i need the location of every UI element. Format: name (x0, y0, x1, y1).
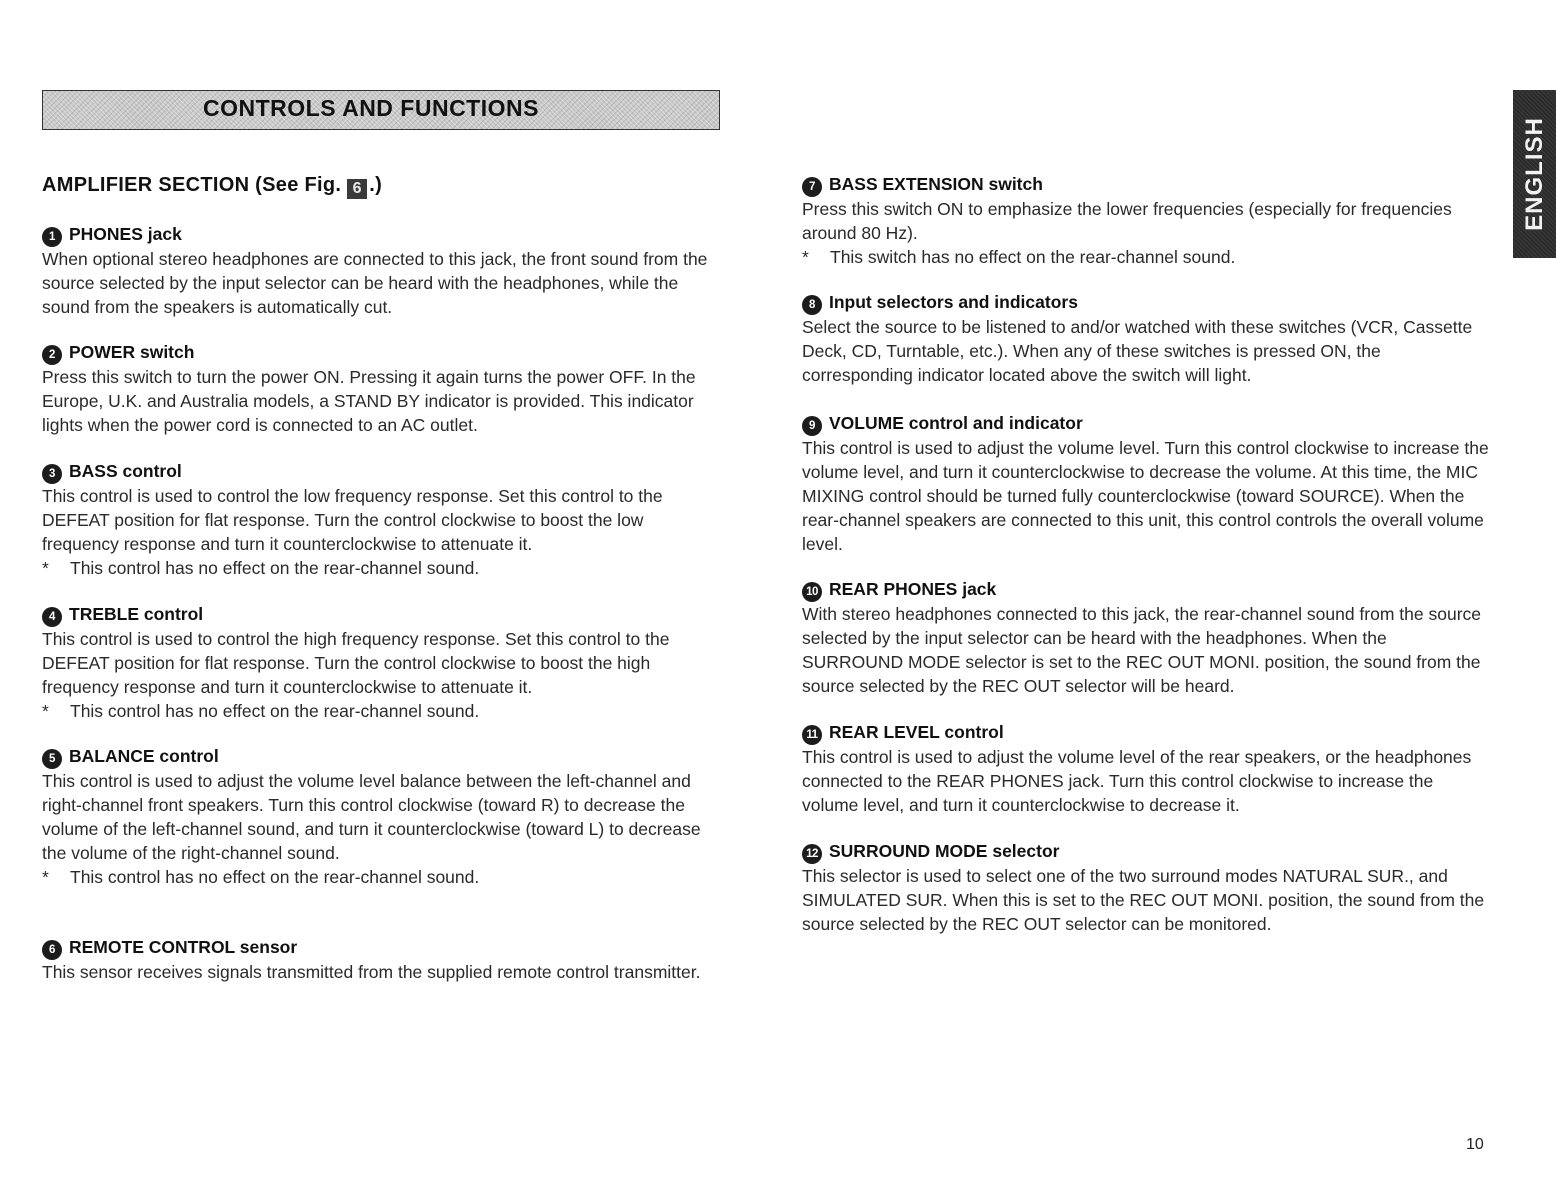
note-text: This switch has no effect on the rear-channel sound. (830, 247, 1236, 267)
item-body: Press this switch to turn the power ON. Pressing it again turns the power OFF. In the Europe, U.K. and Australia models, a STAND BY indicator is provided. This indicator lights when the power cord is connected to an AC outlet. (42, 367, 696, 435)
note-asterisk: * (42, 867, 49, 887)
note-asterisk: * (42, 701, 49, 721)
item-body: Press this switch ON to emphasize the lower frequencies (especially for frequencies around 80 Hz). (802, 199, 1452, 243)
item-surround-mode-selector (802, 839, 1492, 936)
item-number-badge: 1 (42, 227, 62, 247)
item-title: REMOTE CONTROL sensor (69, 937, 298, 957)
item-heading (802, 411, 1492, 436)
figure-ref-badge: 6 (347, 179, 367, 199)
item-title: BASS EXTENSION switch (829, 174, 1043, 194)
note-text: This control has no effect on the rear-channel sound. (70, 867, 480, 887)
item-heading (802, 720, 1492, 745)
item-note (802, 245, 1492, 269)
item-body: This control is used to adjust the volume level balance between the left-channel and right-channel front speakers. Turn this control clockwise (toward R) to decrease the volume of the left-channel sound, and turn it counterclockwise (toward L) to decrease the volume of the right-channel sound. (42, 771, 701, 863)
section-title-end: .) (369, 174, 383, 196)
item-number-badge: 5 (42, 749, 62, 769)
item-body: This control is used to adjust the volume level. Turn this control clockwise to increase the volume level, and turn it counterclockwise to decrease the volume. At this time, the MIC MIXING control should be turned fully counterclockwise (toward SOURCE). When the rear-channel speakers are connected to this unit, this control controls the overall volume level. (802, 438, 1489, 554)
item-rear-level-control (802, 720, 1492, 817)
section-title (42, 174, 382, 199)
item-body: This control is used to control the high frequency response. Set this control to the DEFEAT position for flat response. Turn the control clockwise to boost the high frequency response and turn it counterclockwise to attenuate it. (42, 629, 670, 697)
item-number-badge: 10 (802, 582, 822, 602)
item-heading (42, 459, 722, 484)
item-title: REAR PHONES jack (829, 579, 997, 599)
page-number: 10 (1466, 1136, 1484, 1153)
note-text: This control has no effect on the rear-channel sound. (70, 558, 480, 578)
item-note (42, 865, 722, 889)
item-body: This control is used to adjust the volume level of the rear speakers, or the headphones connected to the REAR PHONES jack. Turn this control clockwise to increase the volume level, and turn it counterclockwise to decrease it. (802, 747, 1472, 815)
language-tab (1513, 90, 1556, 258)
item-volume-control (802, 411, 1492, 556)
item-title: BALANCE control (69, 746, 219, 766)
item-title: VOLUME control and indicator (829, 413, 1083, 433)
item-balance-control (42, 744, 722, 889)
item-bass-extension-switch (802, 172, 1492, 269)
item-number-badge: 9 (802, 416, 822, 436)
item-body: This selector is used to select one of the two surround modes NATURAL SUR., and SIMULATED SUR. When this is set to the REC OUT MONI. position, the sound from the source selected by the REC OUT selector can be monitored. (802, 866, 1485, 934)
item-body: Select the source to be listened to and/or watched with these switches (VCR, Cassette Deck, CD, Turntable, etc.). When any of these switches is pressed ON, the corresponding indicator located above the switch will light. (802, 317, 1473, 385)
language-tab-label: ENGLISH (1520, 117, 1548, 231)
item-heading (42, 340, 722, 365)
note-asterisk: * (802, 247, 809, 267)
item-body: With stereo headphones connected to this jack, the rear-channel sound from the source selected by the input selector can be heard with the headphones. When the SURROUND MODE selector is set to the REC OUT MONI. position, the sound from the source selected by the REC OUT selector will be heard. (802, 604, 1482, 696)
item-input-selectors (802, 290, 1492, 387)
section-title-text: AMPLIFIER SECTION (See Fig. (42, 174, 342, 196)
item-heading (802, 290, 1492, 315)
item-title: SURROUND MODE selector (829, 841, 1060, 861)
item-number-badge: 4 (42, 607, 62, 627)
item-title: POWER switch (69, 342, 195, 362)
item-body: When optional stereo headphones are connected to this jack, the front sound from the source selected by the input selector can be heard with the headphones, while the sound from the speakers is automatically cut. (42, 249, 708, 317)
item-number-badge: 11 (802, 725, 822, 745)
item-bass-control (42, 459, 722, 580)
item-rear-phones-jack (802, 577, 1492, 698)
note-asterisk: * (42, 558, 49, 578)
item-heading (42, 222, 722, 247)
item-heading (42, 602, 722, 627)
item-heading (802, 577, 1492, 602)
item-title: REAR LEVEL control (829, 722, 1004, 742)
note-text: This control has no effect on the rear-channel sound. (70, 701, 480, 721)
item-note (42, 556, 722, 580)
item-body: This control is used to control the low frequency response. Set this control to the DEFEAT position for flat response. Turn the control clockwise to boost the low frequency response and turn it counterclockwise to attenuate it. (42, 486, 663, 554)
item-number-badge: 6 (42, 940, 62, 960)
item-note (42, 699, 722, 723)
item-number-badge: 12 (802, 844, 822, 864)
item-title: TREBLE control (69, 604, 204, 624)
item-body: This sensor receives signals transmitted from the supplied remote control transmitter. (42, 962, 701, 982)
item-title: BASS control (69, 461, 182, 481)
item-number-badge: 2 (42, 345, 62, 365)
item-phones-jack (42, 222, 722, 319)
item-title: PHONES jack (69, 224, 182, 244)
item-heading (802, 172, 1492, 197)
item-title: Input selectors and indicators (829, 292, 1078, 312)
banner-title: CONTROLS AND FUNCTIONS (203, 95, 539, 121)
item-heading (802, 839, 1492, 864)
item-heading (42, 935, 722, 960)
page-banner (42, 90, 720, 130)
item-power-switch (42, 340, 722, 437)
item-remote-control-sensor (42, 935, 722, 984)
item-number-badge: 3 (42, 464, 62, 484)
item-number-badge: 7 (802, 177, 822, 197)
item-heading (42, 744, 722, 769)
item-number-badge: 8 (802, 295, 822, 315)
item-treble-control (42, 602, 722, 723)
